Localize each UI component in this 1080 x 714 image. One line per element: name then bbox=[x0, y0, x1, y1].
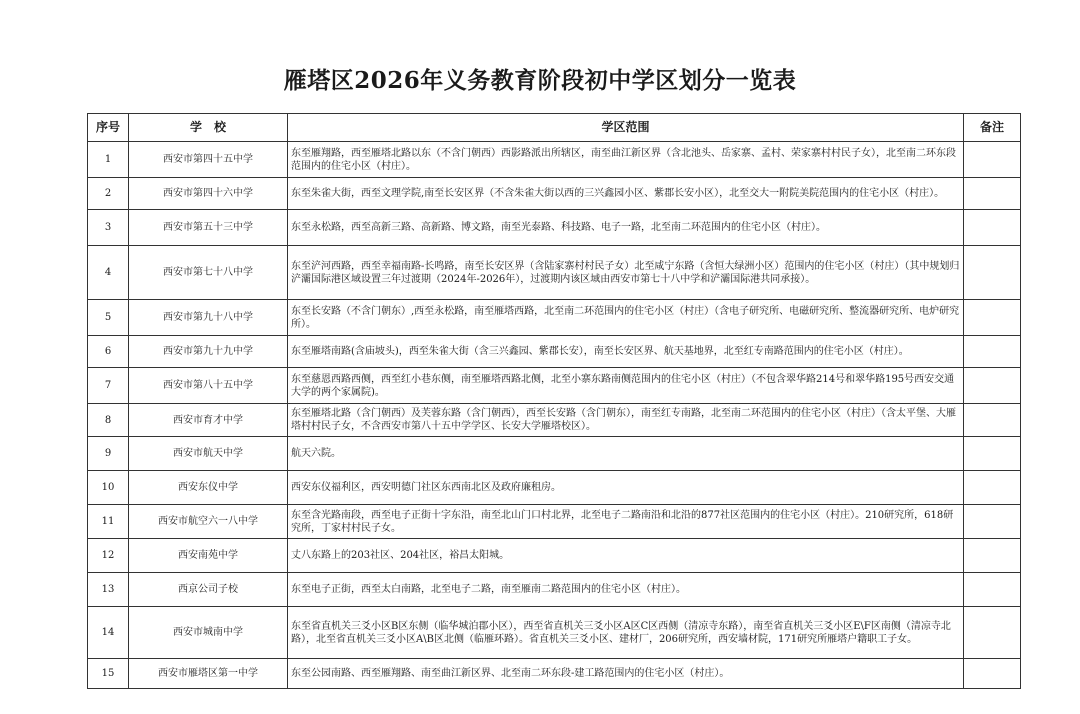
row-index: 2 bbox=[88, 178, 129, 210]
row-note bbox=[964, 300, 1021, 336]
row-note bbox=[964, 178, 1021, 210]
row-school: 西安市第四十五中学 bbox=[129, 142, 288, 178]
table-row bbox=[88, 178, 1021, 210]
row-scope: 东至浐河西路，西至幸福南路-长鸣路，南至长安区界（含陆家寨村村民子女）北至咸宁东路（含恒大绿洲小区）范围内的住宅小区（村庄）（其中规划归浐灞国际港区域设置三年过渡期（2024年-2026年），过渡期内该区域由西安市第七十八中学和浐灞国际港共同承接）。 bbox=[288, 246, 964, 300]
row-scope: 东至雁翔路，西至雁塔北路以东（不含门朝西）西影路派出所辖区，南至曲江新区界（含北池头、岳家寨、孟村、荣家寨村村民子女），北至南二环东段范围内的住宅小区（村庄）。 bbox=[288, 142, 964, 178]
row-school: 西京公司子校 bbox=[129, 573, 288, 607]
table-header-row bbox=[88, 114, 1021, 142]
row-scope: 西安东仪福利区，西安明德门社区东西南北区及政府廉租房。 bbox=[288, 471, 964, 505]
row-scope: 航天六院。 bbox=[288, 437, 964, 471]
row-scope: 东至含光路南段，西至电子正街十字东沿，南至北山门口村北界，北至电子二路南沿和北沿的877社区范围内的住宅小区（村庄）。210研究所，618研究所，丁家村村民子女。 bbox=[288, 505, 964, 539]
row-index: 4 bbox=[88, 246, 129, 300]
row-index: 6 bbox=[88, 336, 129, 368]
row-note bbox=[964, 505, 1021, 539]
header-scope: 学区范围 bbox=[288, 114, 964, 142]
row-school: 西安市航空六一八中学 bbox=[129, 505, 288, 539]
row-index: 10 bbox=[88, 471, 129, 505]
table-row bbox=[88, 300, 1021, 336]
row-school: 西安市育才中学 bbox=[129, 404, 288, 437]
row-index: 9 bbox=[88, 437, 129, 471]
table-row bbox=[88, 659, 1021, 689]
row-note bbox=[964, 437, 1021, 471]
row-index: 1 bbox=[88, 142, 129, 178]
row-school: 西安市第七十八中学 bbox=[129, 246, 288, 300]
row-note bbox=[964, 246, 1021, 300]
row-scope: 东至雁塔北路（含门朝西）及芙蓉东路（含门朝西），西至长安路（含门朝东），南至红专南路，北至南二环范围内的住宅小区（村庄）（含太平堡、大雁塔村村民子女，不含西安市第八十五中学学区、长安大学雁塔校区）。 bbox=[288, 404, 964, 437]
row-scope: 丈八东路上的203社区、204社区，裕昌太阳城。 bbox=[288, 539, 964, 573]
row-note bbox=[964, 404, 1021, 437]
table-row bbox=[88, 505, 1021, 539]
row-note bbox=[964, 471, 1021, 505]
table-row bbox=[88, 437, 1021, 471]
row-note bbox=[964, 142, 1021, 178]
table-row bbox=[88, 336, 1021, 368]
row-school: 西安市城南中学 bbox=[129, 607, 288, 659]
row-index: 3 bbox=[88, 210, 129, 246]
table-row bbox=[88, 404, 1021, 437]
table-row bbox=[88, 471, 1021, 505]
page-title: 雁塔区2026年义务教育阶段初中学区划分一览表 bbox=[283, 67, 797, 94]
row-index: 15 bbox=[88, 659, 129, 689]
row-scope: 东至慈恩西路西侧，西至红小巷东侧，南至雁塔西路北侧，北至小寨东路南侧范围内的住宅小区（村庄）（不包含翠华路214号和翠华路195号西安交通大学的两个家属院)。 bbox=[288, 368, 964, 404]
header-school: 学 校 bbox=[129, 114, 288, 142]
row-index: 5 bbox=[88, 300, 129, 336]
row-school: 西安市第五十三中学 bbox=[129, 210, 288, 246]
row-school: 西安市航天中学 bbox=[129, 437, 288, 471]
header-note: 备注 bbox=[964, 114, 1021, 142]
row-index: 14 bbox=[88, 607, 129, 659]
row-note bbox=[964, 659, 1021, 689]
row-school: 西安市雁塔区第一中学 bbox=[129, 659, 288, 689]
row-scope: 东至省直机关三爻小区B区东侧（临华城泊郡小区），西至省直机关三爻小区A区C区西侧（清凉寺东路），南至省直机关三爻小区E\F区南侧（清凉寺北路），北至省直机关三爻小区A\B区北侧（临雁环路）。省直机关三爻小区、建材厂，206研究所，西安墙材院，171研究所雁塔户籍职工子女。 bbox=[288, 607, 964, 659]
row-index: 8 bbox=[88, 404, 129, 437]
row-index: 11 bbox=[88, 505, 129, 539]
row-index: 7 bbox=[88, 368, 129, 404]
row-note bbox=[964, 539, 1021, 573]
row-scope: 东至长安路（不含门朝东）,西至永松路，南至雁塔西路，北至南二环范围内的住宅小区（村庄）（含电子研究所、电磁研究所、整流器研究所、电炉研究所）。 bbox=[288, 300, 964, 336]
table-row bbox=[88, 539, 1021, 573]
row-index: 12 bbox=[88, 539, 129, 573]
table-row bbox=[88, 246, 1021, 300]
table-row bbox=[88, 607, 1021, 659]
row-note bbox=[964, 607, 1021, 659]
row-school: 西安市第九十八中学 bbox=[129, 300, 288, 336]
table-row bbox=[88, 210, 1021, 246]
row-school: 西安市第九十九中学 bbox=[129, 336, 288, 368]
table-row bbox=[88, 142, 1021, 178]
row-scope: 东至雁塔南路(含庙坡头)，西至朱雀大街（含三兴鑫园、紫郡长安），南至长安区界、航天基地界，北至红专南路范围内的住宅小区（村庄）。 bbox=[288, 336, 964, 368]
row-school: 西安市第八十五中学 bbox=[129, 368, 288, 404]
header-index: 序号 bbox=[88, 114, 129, 142]
row-scope: 东至朱雀大街，西至文理学院,南至长安区界（不含朱雀大街以西的三兴鑫园小区、紫郡长安小区），北至交大一附院美院范围内的住宅小区（村庄）。 bbox=[288, 178, 964, 210]
row-school: 西安东仪中学 bbox=[129, 471, 288, 505]
row-school: 西安南苑中学 bbox=[129, 539, 288, 573]
row-note bbox=[964, 573, 1021, 607]
table-row bbox=[88, 573, 1021, 607]
table-row bbox=[88, 368, 1021, 404]
school-district-table bbox=[87, 113, 1021, 689]
row-note bbox=[964, 336, 1021, 368]
row-note bbox=[964, 368, 1021, 404]
row-index: 13 bbox=[88, 573, 129, 607]
row-school: 西安市第四十六中学 bbox=[129, 178, 288, 210]
row-scope: 东至公园南路、西至雁翔路、南至曲江新区界、北至南二环东段-建工路范围内的住宅小区（村庄）。 bbox=[288, 659, 964, 689]
row-scope: 东至永松路，西至高新三路、高新路、博文路，南至光泰路、科技路、电子一路，北至南二环范围内的住宅小区（村庄）。 bbox=[288, 210, 964, 246]
row-scope: 东至电子正街，西至太白南路，北至电子二路，南至雁南二路范围内的住宅小区（村庄）。 bbox=[288, 573, 964, 607]
row-note bbox=[964, 210, 1021, 246]
